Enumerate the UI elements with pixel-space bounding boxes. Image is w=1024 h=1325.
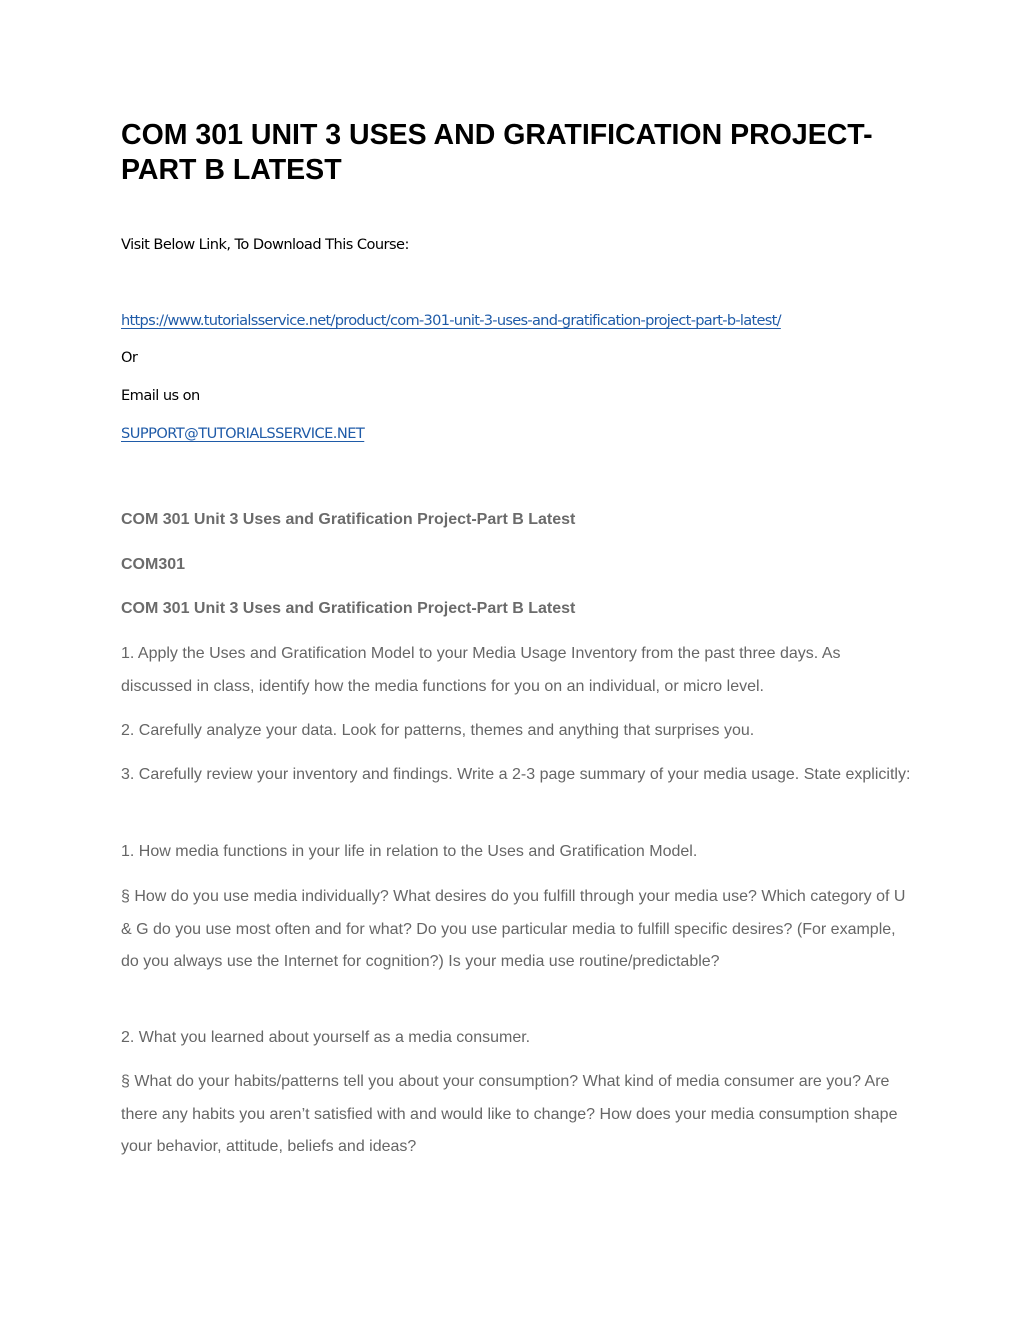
document-title: COM 301 UNIT 3 USES AND GRATIFICATION PROJECT-PART B LATEST: [121, 119, 873, 186]
course-code: COM301: [121, 556, 186, 573]
or-text: Or: [121, 349, 138, 366]
support-email-link[interactable]: SUPPORT@TUTORIALSSERVICE.NET: [121, 425, 365, 442]
course-download-link[interactable]: https://www.tutorialsservice.net/product/com-301-unit-3-uses-and-gratification-project-part-b-latest/: [121, 312, 781, 329]
paragraph-media-functions: 1. How media functions in your life in relation to the Uses and Gratification Model.: [121, 843, 698, 860]
paragraph-analyze-data: 2. Carefully analyze your data. Look for patterns, themes and anything that surprises you.: [121, 722, 755, 739]
paragraph-habits-questions: § What do your habits/patterns tell you about your consumption? What kind of media consumer are you? Are there any habits you aren’t satisfied with and would like to change? How does your media consumption shape your behavior, attitude, beliefs and ideas?: [121, 1073, 898, 1155]
course-subheading: COM 301 Unit 3 Uses and Gratification Project-Part B Latest: [121, 600, 576, 617]
paragraph-apply-model: 1. Apply the Uses and Gratification Model to your Media Usage Inventory from the past three days. As discussed in class, identify how the media functions for you on an individual, or micro level.: [121, 645, 841, 695]
paragraph-review-inventory: 3. Carefully review your inventory and findings. Write a 2-3 page summary of your media usage. State explicitly:: [121, 766, 911, 783]
paragraph-individual-use-questions: § How do you use media individually? What desires do you fulfill through your media use? Which category of U & G do you use most often and for what? Do you use particular media to fulfill specific desires? (For example, do you always use the Internet for cognition?) Is your media use routine/predictable?: [121, 888, 906, 970]
paragraph-learned-about-self: 2. What you learned about yourself as a media consumer.: [121, 1029, 531, 1046]
email-label: Email us on: [121, 387, 200, 404]
visit-instructions: Visit Below Link, To Download This Course:: [121, 236, 409, 253]
course-heading: COM 301 Unit 3 Uses and Gratification Project-Part B Latest: [121, 511, 576, 528]
